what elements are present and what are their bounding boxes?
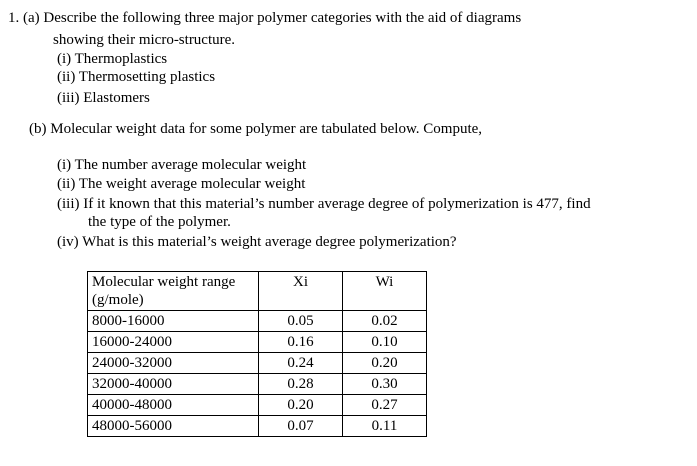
part-b-item-3-continued: the type of the polymer. [88,214,231,230]
table-row [88,416,427,437]
cell-range: 16000-24000 [88,332,259,353]
cell-range: 48000-56000 [88,416,259,437]
cell-xi: 0.16 [259,332,343,353]
cell-wi: 0.02 [343,311,427,332]
part-a-item-1: (i) Thermoplastics [57,51,168,67]
part-b-intro: (b) Molecular weight data for some polymer are tabulated below. Compute, [29,121,483,137]
cell-range: 8000-16000 [88,311,259,332]
part-a-line-1: 1. (a) Describe the following three major polymer categories with the aid of diagrams [8,10,522,26]
header-xi: Xi [259,272,343,311]
table-row [88,353,427,374]
part-b-item-1: (i) The number average molecular weight [57,157,307,173]
cell-range: 32000-40000 [88,374,259,395]
cell-wi: 0.10 [343,332,427,353]
header-wi: Wi [343,272,427,311]
cell-wi: 0.30 [343,374,427,395]
cell-wi: 0.11 [343,416,427,437]
part-b-item-2: (ii) The weight average molecular weight [57,176,306,192]
cell-range: 40000-48000 [88,395,259,416]
part-a-line-2: showing their micro-structure. [53,32,236,48]
cell-wi: 0.27 [343,395,427,416]
header-range-line-2: (g/mole) [92,292,144,308]
cell-xi: 0.24 [259,353,343,374]
table-row [88,332,427,353]
molecular-weight-table [87,271,427,437]
cell-range: 24000-32000 [88,353,259,374]
header-range [88,272,259,311]
part-a-item-2: (ii) Thermosetting plastics [57,69,216,85]
part-b-item-4: (iv) What is this material’s weight average degree polymerization? [57,234,457,250]
table-header-row [88,272,427,311]
cell-xi: 0.20 [259,395,343,416]
cell-xi: 0.07 [259,416,343,437]
header-range-line-1: Molecular weight range [92,274,236,290]
part-a-item-3: (iii) Elastomers [57,90,150,106]
cell-xi: 0.28 [259,374,343,395]
table-row [88,311,427,332]
cell-wi: 0.20 [343,353,427,374]
table-row [88,395,427,416]
part-b-item-3: (iii) If it known that this material’s number average degree of polymerization is 477, find [57,196,591,212]
cell-xi: 0.05 [259,311,343,332]
table-row [88,374,427,395]
